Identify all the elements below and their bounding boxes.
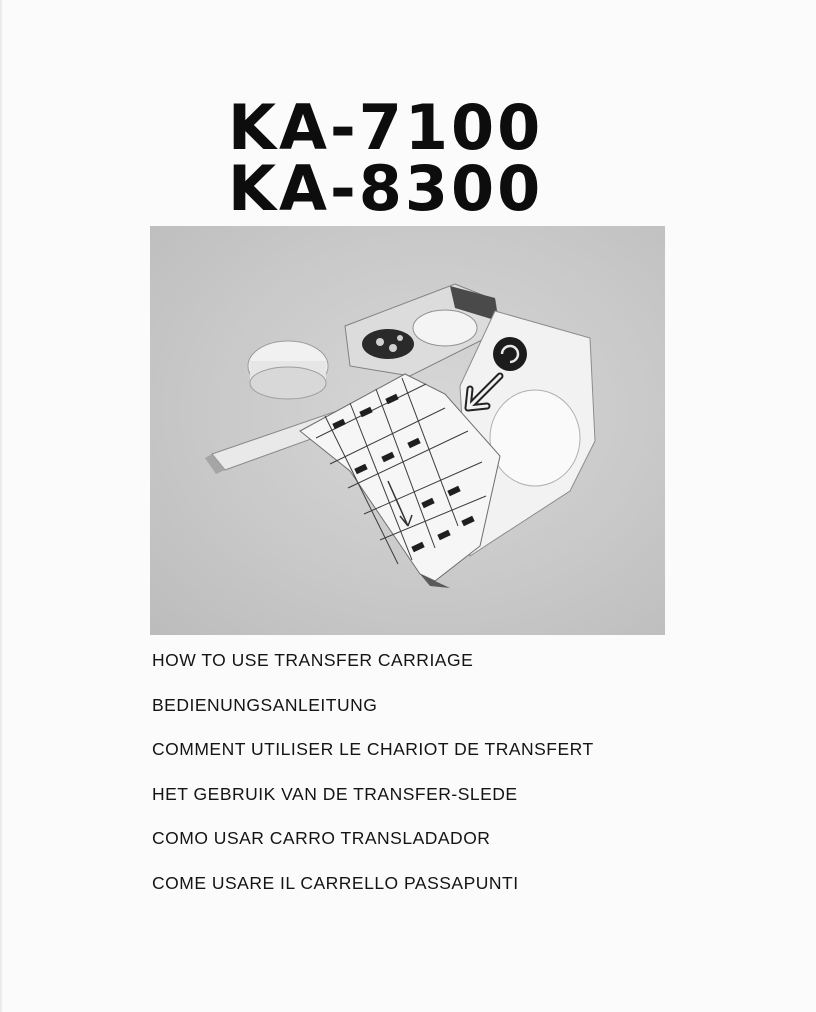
title-english: HOW TO USE TRANSFER CARRIAGE	[152, 650, 474, 670]
title-dutch: HET GEBRUIK VAN DE TRANSFER-SLEDE	[152, 783, 518, 804]
model-title-ka-8300: KA-8300	[228, 152, 544, 225]
title-german: BEDIENUNGSANLEITUNG	[152, 694, 378, 715]
title-italian: COME USARE IL CARRELLO PASSAPUNTI	[152, 872, 519, 893]
instruction-title-list	[152, 650, 594, 917]
page-edge	[0, 0, 3, 1012]
right-knob	[490, 390, 580, 486]
transfer-carriage-photo	[150, 226, 665, 635]
model-title-ka-7100: KA-7100	[228, 91, 544, 164]
direction-dial	[493, 337, 527, 371]
title-french: COMMENT UTILISER LE CHARIOT DE TRANSFERT	[152, 739, 594, 759]
title-spanish: COMO USAR CARRO TRANSLADADOR	[152, 828, 491, 848]
